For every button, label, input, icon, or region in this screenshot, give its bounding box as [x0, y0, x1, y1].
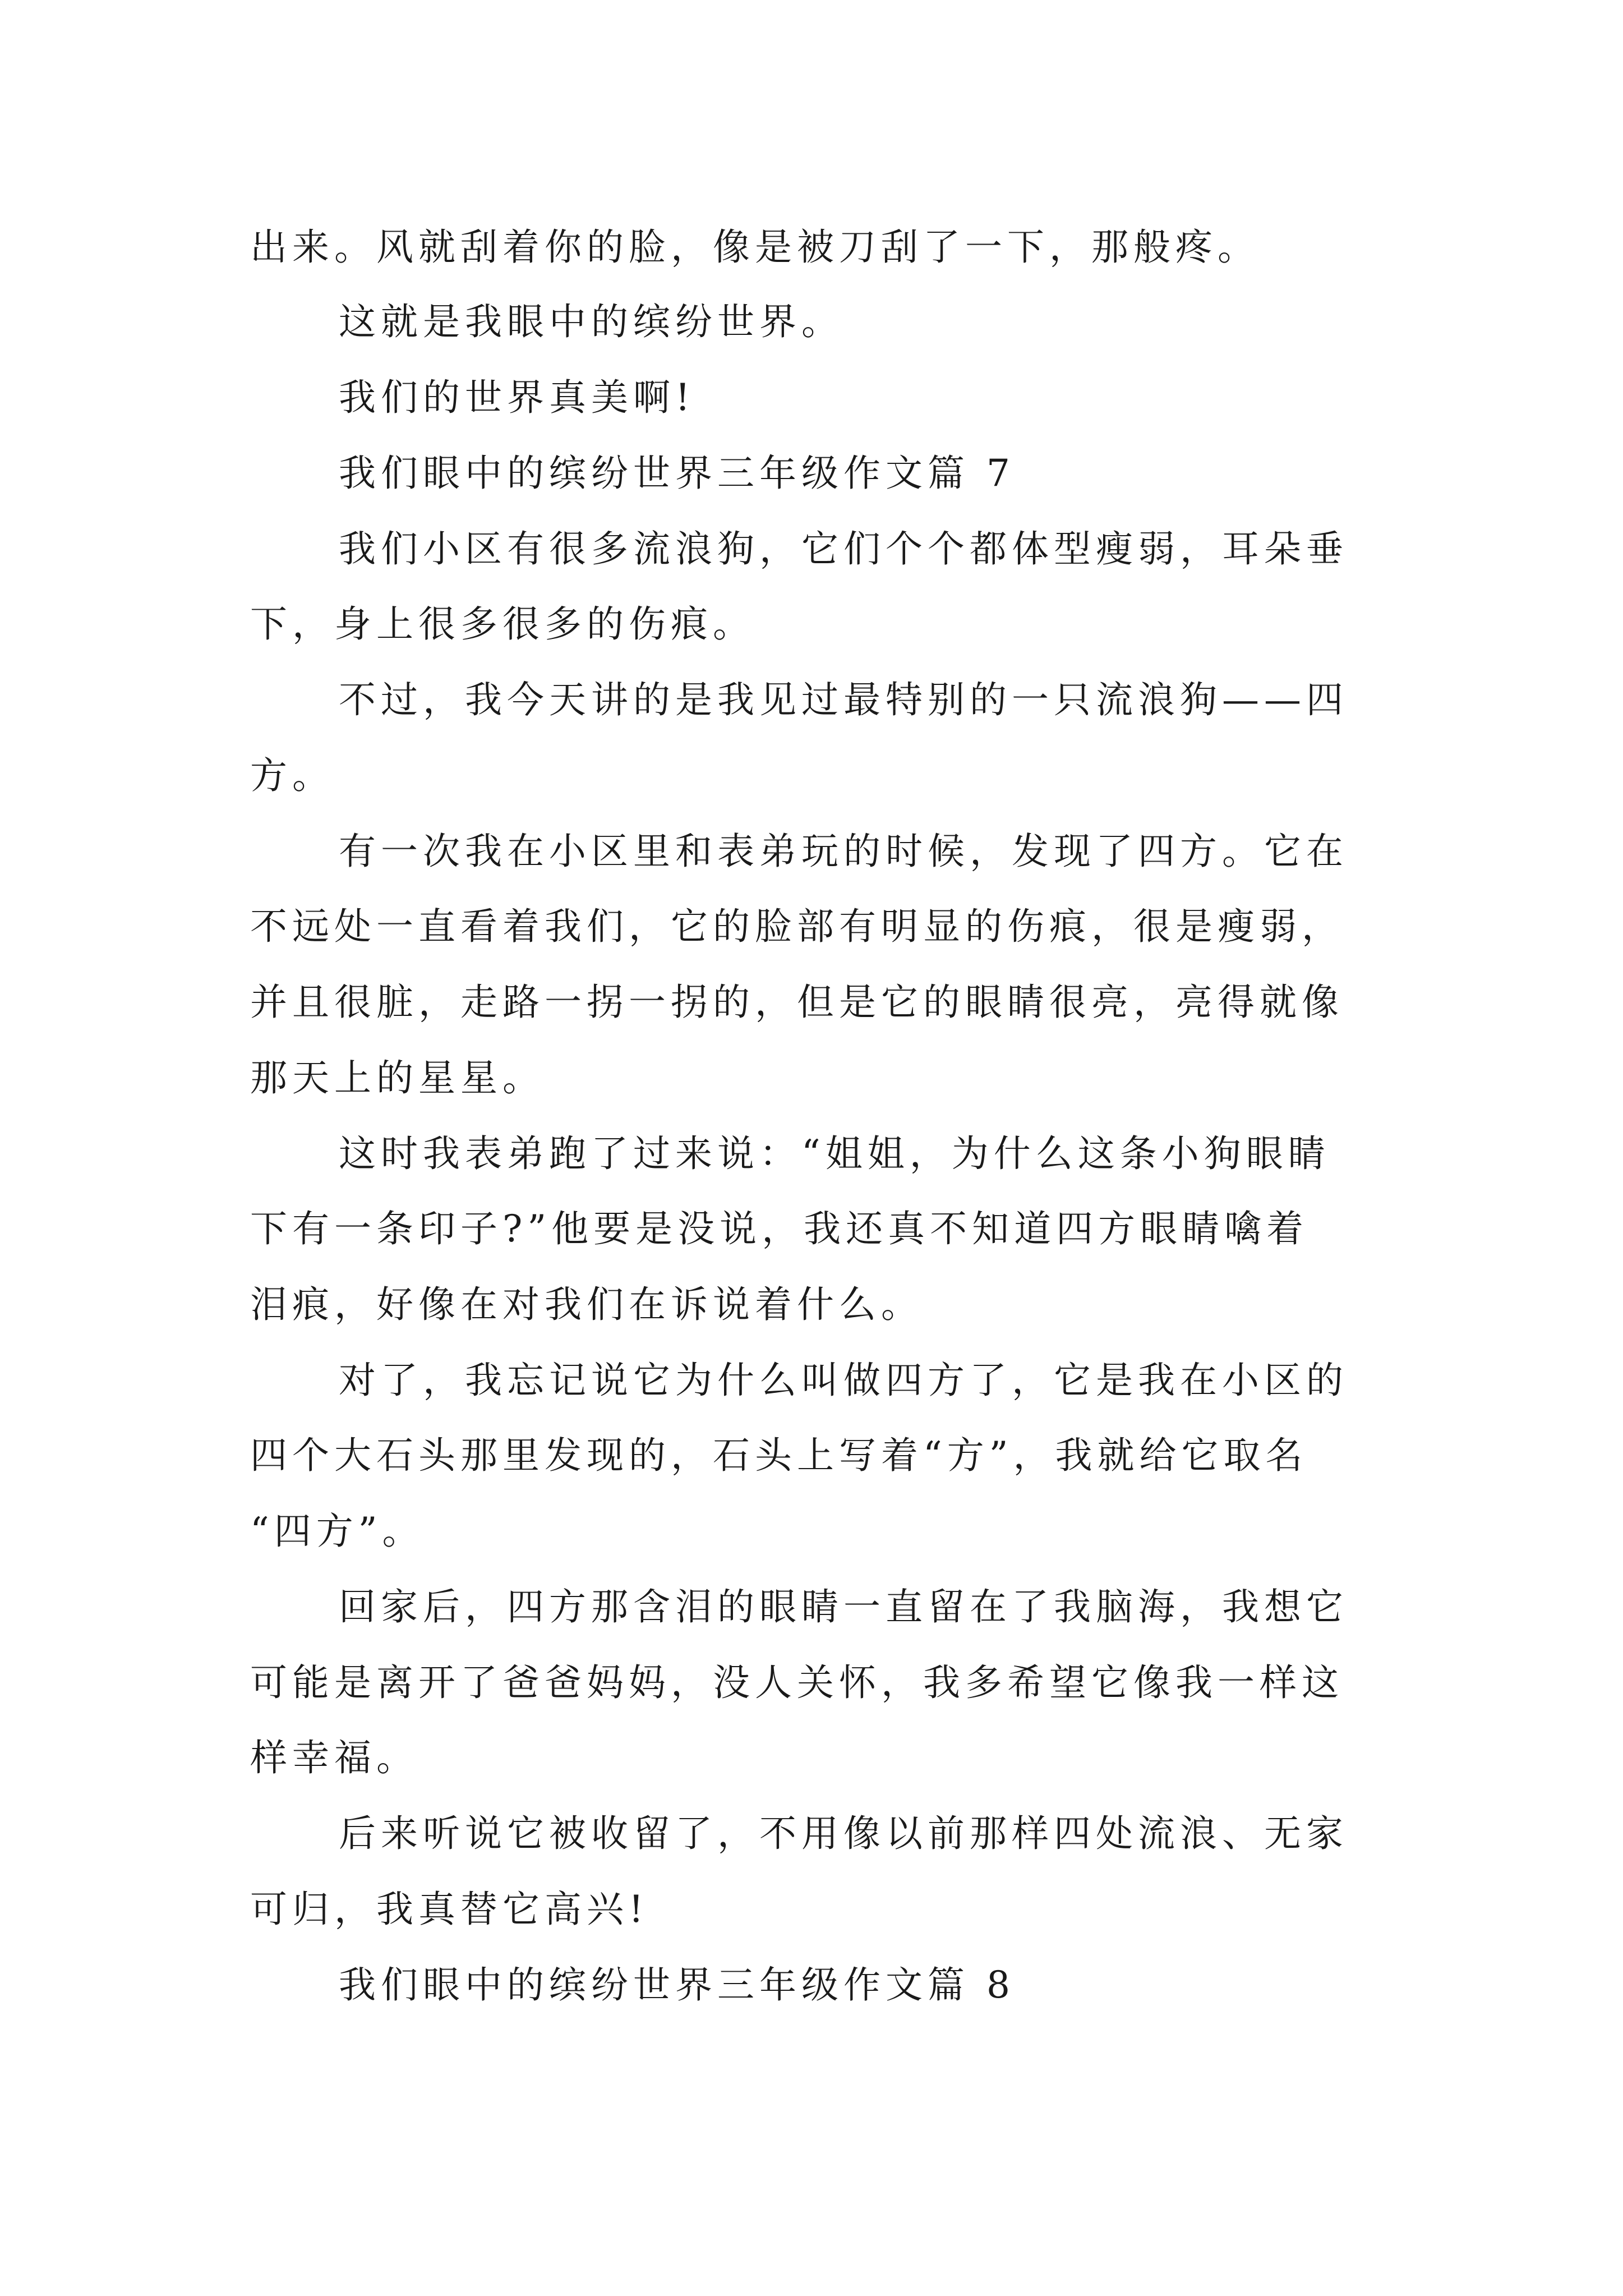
- text-line-19: 回家后，四方那含泪的眼睛一直留在了我脑海，我想它: [339, 1585, 1348, 1628]
- text-line-10: 不远处一直看着我们，它的脸部有明显的伤痕，很是瘦弱，: [250, 905, 1344, 948]
- text-line-1: 出来。风就刮着你的脸，像是被刀刮了一下，那般疼。: [250, 226, 1260, 269]
- text-line-17: 四个大石头那里发现的，石头上写着“方”，我就给它取名: [250, 1434, 1308, 1477]
- section-heading-8: 我们眼中的缤纷世界三年级作文篇 8: [339, 1963, 1015, 2007]
- text-line-18: “四方”。: [250, 1510, 425, 1553]
- text-line-2: 这就是我眼中的缤纷世界。: [339, 300, 843, 343]
- text-line-21: 样幸福。: [250, 1736, 418, 1779]
- text-line-22: 后来听说它被收留了，不用像以前那样四处流浪、无家: [339, 1812, 1348, 1855]
- text-line-6: 下，身上很多很多的伤痕。: [250, 602, 755, 646]
- text-line-12: 那天上的星星。: [250, 1056, 545, 1099]
- text-line-14: 下有一条印子?”他要是没说，我还真不知道四方眼睛噙着: [250, 1207, 1309, 1250]
- text-line-16: 对了，我忘记说它为什么叫做四方了，它是我在小区的: [339, 1359, 1348, 1402]
- text-line-13: 这时我表弟跑了过来说：“姐姐，为什么这条小狗眼睛: [339, 1132, 1330, 1175]
- section-heading-7: 我们眼中的缤纷世界三年级作文篇 7: [339, 452, 1015, 495]
- text-line-15: 泪痕，好像在对我们在诉说着什么。: [250, 1283, 923, 1326]
- text-line-9: 有一次我在小区里和表弟玩的时候，发现了四方。它在: [339, 830, 1348, 873]
- text-line-20: 可能是离开了爸爸妈妈，没人关怀，我多希望它像我一样这: [250, 1661, 1344, 1704]
- text-line-3: 我们的世界真美啊!: [339, 376, 695, 419]
- text-line-7: 不过，我今天讲的是我见过最特别的一只流浪狗——四: [339, 678, 1348, 721]
- text-line-23: 可归，我真替它高兴!: [250, 1888, 649, 1931]
- text-line-8: 方。: [250, 754, 334, 797]
- text-line-11: 并且很脏，走路一拐一拐的，但是它的眼睛很亮，亮得就像: [250, 981, 1344, 1024]
- text-line-5: 我们小区有很多流浪狗，它们个个都体型瘦弱，耳朵垂: [339, 527, 1348, 570]
